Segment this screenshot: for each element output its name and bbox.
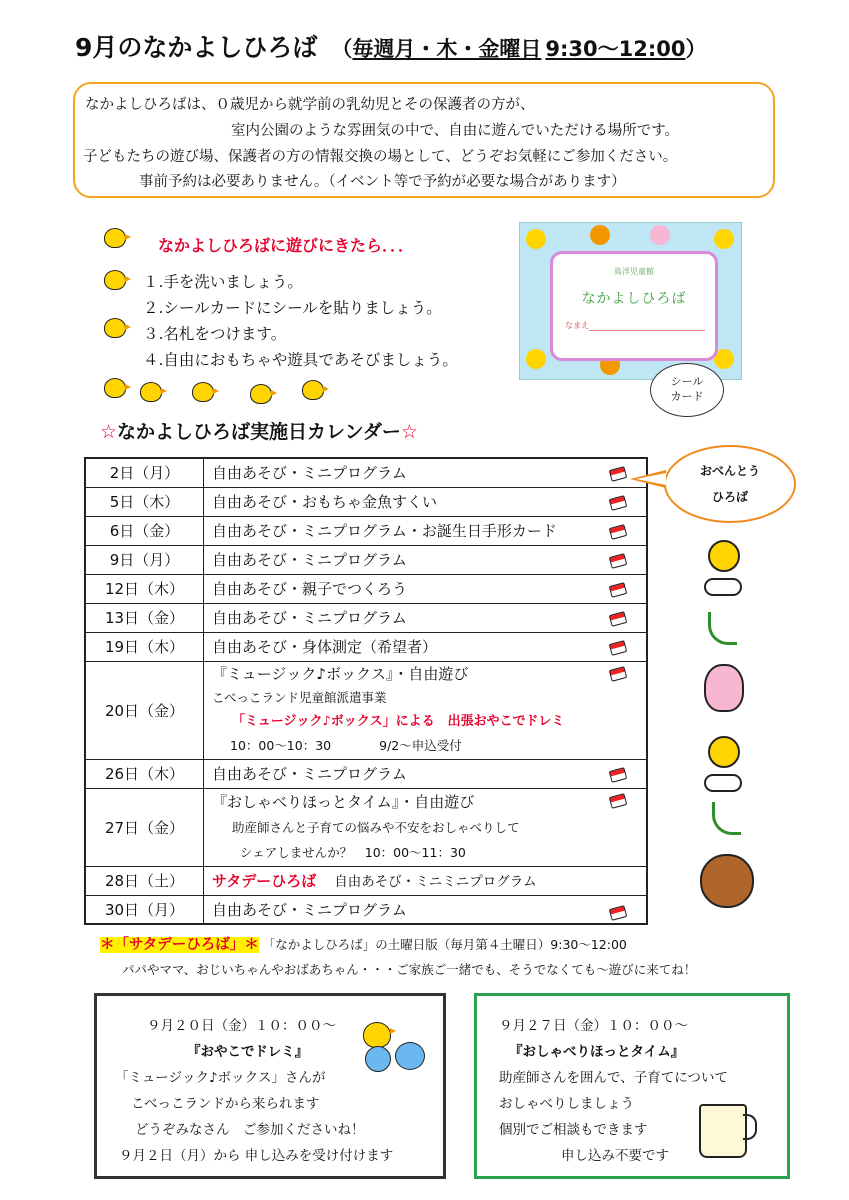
music-note-icon: [365, 1046, 391, 1072]
calendar-heading: [100, 417, 418, 444]
table-row: [85, 458, 647, 487]
box-line: 「ミュージック♪ボックス」さんが: [115, 1070, 326, 1086]
rule-item-3: ３.名札をつけます。: [143, 325, 287, 343]
activity-text: 自由あそび・ミニプログラム: [212, 765, 407, 783]
table-row: [85, 574, 647, 603]
card-callout-line1: シール: [670, 375, 704, 388]
card-callout-line2: カード: [670, 390, 704, 403]
activity-subtext: シェアしませんか？ 10：00〜11：30: [240, 844, 466, 860]
table-row: [85, 487, 647, 516]
cloud-icon: [704, 774, 742, 792]
activity-highlight: 「ミュージック♪ボックス」による 出張おやこでドレミ: [232, 714, 565, 729]
chick-icon: [302, 380, 324, 400]
bento-icon: [609, 495, 628, 511]
activity-subtext: 助産師さんと子育ての悩みや不安をおしゃべりして: [232, 819, 520, 835]
chick-icon: [104, 378, 126, 398]
chick-icon: [140, 382, 162, 402]
activity-cell: [204, 487, 648, 516]
activity-cell: [204, 603, 648, 632]
date-cell: 26日（木）: [85, 759, 204, 788]
activity-subtext: こべっこランド児童館派遣事業: [212, 690, 387, 705]
music-note-icon: [395, 1042, 425, 1070]
activity-text: 自由あそび・ミニプログラム: [212, 464, 407, 483]
bento-icon: [609, 553, 628, 569]
intro-line-2: 室内公園のような雰囲気の中で、自由に遊んでいただける場所です。: [231, 123, 680, 139]
title-main: 9月のなかよしひろば: [75, 33, 318, 62]
table-row: [85, 866, 647, 895]
bento-callout-line2: ひろば: [711, 490, 748, 504]
date-cell: 9日（月）: [85, 545, 204, 574]
date-cell: 13日（金）: [85, 603, 204, 632]
activity-text: 自由あそび・おもちゃ金魚すくい: [212, 493, 438, 511]
saturday-note-desc: 「なかよしひろば」の土曜日版（毎月第４土曜日）9:30〜12:00: [262, 937, 627, 952]
table-row: [85, 632, 647, 661]
activity-cell: [204, 516, 648, 545]
box-line: こべっこランドから来られます: [131, 1096, 320, 1112]
flower-icon: [526, 229, 546, 249]
sticker-card-image: [519, 222, 742, 380]
box-title: 『おやこでドレミ』: [187, 1044, 309, 1060]
star-icon: ☆: [400, 421, 418, 443]
activity-cell: [204, 895, 648, 924]
chick-icon: [250, 384, 272, 404]
table-row: [85, 603, 647, 632]
callout-tail-inner: [636, 473, 666, 485]
date-cell: 6日（金）: [85, 516, 204, 545]
date-cell: 30日（月）: [85, 895, 204, 924]
activity-cell: [204, 632, 648, 661]
intro-line-1: なかよしひろばは、０歳児から就学前の乳幼児とその保護者の方が、: [85, 97, 535, 113]
date-cell: 28日（土）: [85, 866, 204, 895]
activity-text: 自由あそび・ミニプログラム: [212, 551, 407, 569]
card-callout: [650, 363, 724, 417]
bear-icon: [700, 854, 754, 908]
bento-callout: [664, 445, 796, 523]
table-row: [85, 895, 647, 924]
activity-text: 自由あそび・身体測定（希望者）: [212, 638, 438, 656]
box-line: おしゃべりしましょう: [499, 1096, 634, 1112]
card-small-text: 鳥洋児童館: [614, 267, 654, 276]
box-line: 個別でご相談もできます: [499, 1122, 648, 1138]
flower-icon: [714, 229, 734, 249]
title-time: 9:30〜12:00: [545, 37, 686, 61]
box-line: ９月２７日（金）１０：００〜: [499, 1018, 688, 1034]
event-box-left: [94, 993, 446, 1179]
box-line: 助産師さんを囲んで、子育てについて: [499, 1070, 728, 1086]
saturday-note-label: ＊「サタデーひろば」＊: [100, 937, 259, 953]
rabbit-icon: [704, 664, 744, 712]
intro-line-4: 事前予約は必要ありません。（イベント等で予約が必要な場合があります）: [139, 174, 626, 190]
card-name-line: [589, 330, 705, 331]
bento-icon: [609, 466, 628, 482]
box-line: どうぞみなさん ご参加くださいね！: [135, 1122, 365, 1138]
intro-line-3: 子どもたちの遊び場、保護者の方の情報交換の場として、どうぞお気軽にご参加ください。: [83, 149, 678, 165]
chick-icon: [104, 228, 126, 248]
date-cell: 5日（木）: [85, 487, 204, 516]
rule-item-4: ４.自由におもちゃや遊具であそびましょう。: [143, 351, 458, 369]
activity-text: 『ミュージック♪ボックス』・自由遊び: [212, 665, 469, 683]
bear-icon: [590, 225, 610, 245]
activity-text: 自由あそび・親子でつくろう: [212, 580, 408, 598]
card-inner: [550, 251, 718, 361]
sprout-icon: [712, 802, 741, 835]
card-name-label: なまえ: [565, 321, 589, 330]
bento-icon: [609, 611, 628, 627]
saturday-label: サタデーひろば: [212, 872, 317, 890]
activity-text: 自由あそび・ミニプログラム: [212, 900, 407, 919]
activity-text: 『おしゃべりほっとタイム』・自由遊び: [212, 792, 475, 811]
chick-icon: [363, 1022, 391, 1048]
table-row: [85, 661, 647, 759]
box-line: 申し込み不要です: [561, 1148, 669, 1164]
date-cell: 2日（月）: [85, 458, 204, 487]
event-note: 9/2〜申込受付: [379, 738, 462, 753]
saturday-note: [100, 933, 627, 954]
cloud-icon: [704, 578, 742, 596]
activity-cell: [204, 458, 648, 487]
saturday-note-line2: パパやママ、おじいちゃんやおばあちゃん・・・ご家族ご一緒でも、そうでなくても〜遊びに来てね！: [122, 962, 697, 977]
bento-icon: [609, 524, 628, 540]
rule-item-1: １.手を洗いましょう。: [143, 273, 303, 291]
title-paren-open: （: [331, 37, 353, 61]
chick-icon: [104, 270, 126, 290]
bento-icon: [609, 640, 628, 656]
bento-icon: [609, 905, 628, 921]
calendar-table: [84, 457, 648, 925]
sprout-icon: [708, 612, 737, 645]
activity-cell: [204, 545, 648, 574]
date-cell: 12日（木）: [85, 574, 204, 603]
bento-callout-line1: おべんとう: [699, 464, 760, 478]
sun-icon: [708, 736, 740, 768]
activity-cell: [204, 788, 648, 866]
activity-cell: [204, 866, 648, 895]
star-icon: ☆: [100, 421, 118, 443]
calendar-heading-text: なかよしひろば実施日カレンダー: [117, 421, 401, 443]
date-cell: 27日（金）: [85, 788, 204, 866]
activity-cell: [204, 759, 648, 788]
activity-text: 自由あそび・ミニプログラム: [212, 609, 407, 627]
card-title: なかよしひろば: [581, 291, 687, 307]
box-title: 『おしゃべりほっとタイム』: [509, 1044, 685, 1060]
intro-box: [73, 82, 775, 198]
event-time: 10：00〜10：30: [230, 738, 332, 753]
activity-cell: [204, 661, 648, 759]
activity-text: 自由あそび・ミニミニプログラム: [334, 874, 537, 890]
bento-icon: [609, 767, 628, 783]
flower-icon: [650, 225, 670, 245]
date-cell: 20日（金）: [85, 661, 204, 759]
activity-cell: [204, 574, 648, 603]
page-title: [75, 28, 707, 64]
chick-icon: [192, 382, 214, 402]
chick-icon: [104, 318, 126, 338]
title-paren-close: ）: [685, 37, 707, 61]
title-days: 毎週月・木・金曜日: [352, 37, 542, 61]
table-row: [85, 545, 647, 574]
rule-item-2: ２.シールカードにシールを貼りましょう。: [143, 299, 442, 317]
box-line: ９月２０日（金）１０：００〜: [147, 1018, 336, 1034]
table-row: [85, 759, 647, 788]
date-cell: 19日（木）: [85, 632, 204, 661]
table-row: [85, 516, 647, 545]
box-line: ９月２日（月）から 申し込みを受け付けます: [119, 1148, 394, 1164]
flower-icon: [526, 349, 546, 369]
rules-heading: なかよしひろばに遊びにきたら．．．: [158, 236, 415, 255]
event-box-right: [474, 993, 790, 1179]
sun-icon: [708, 540, 740, 572]
activity-text: 自由あそび・ミニプログラム・お誕生日手形カード: [212, 522, 557, 540]
mug-handle-icon: [743, 1114, 757, 1140]
mug-icon: [699, 1104, 747, 1158]
table-row: [85, 788, 647, 866]
bento-icon: [609, 582, 628, 598]
